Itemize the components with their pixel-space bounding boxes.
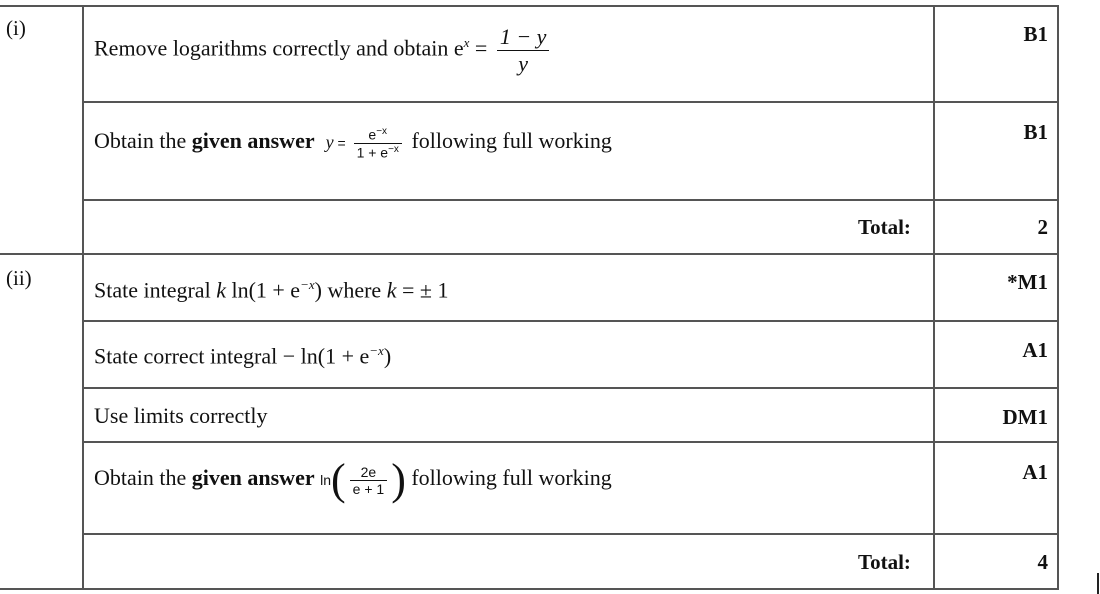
part-label: (i) — [6, 16, 26, 40]
math-fraction — [350, 464, 388, 497]
math-var: k — [216, 277, 226, 303]
criterion-row — [94, 455, 612, 504]
math-expr-end: ) — [383, 343, 392, 369]
mark-code: A1 — [1022, 460, 1048, 484]
criterion-row — [94, 403, 268, 429]
part-divider — [0, 253, 1058, 255]
math-fraction — [497, 24, 550, 77]
math-sup: x — [463, 35, 470, 51]
criterion-suffix: following full working — [411, 465, 612, 491]
criterion-row — [94, 343, 391, 369]
mark-code: A1 — [1022, 338, 1048, 362]
total-label: Total: — [858, 550, 911, 574]
table-border-right — [1057, 5, 1059, 590]
criterion-text: State integral — [94, 277, 217, 303]
math-sup: −x — [300, 277, 315, 292]
criterion-row — [94, 277, 448, 303]
table-border-top — [0, 5, 1058, 7]
criterion-text: Obtain the — [94, 465, 192, 491]
math-paren-open: ( — [331, 455, 346, 504]
criterion-suffix: following full working — [411, 128, 612, 154]
criterion-text: Remove logarithms correctly and obtain e — [94, 35, 464, 61]
mark-code: B1 — [1023, 120, 1048, 144]
math-expr-end: ) where — [314, 277, 387, 303]
text-cursor — [1097, 573, 1099, 594]
criterion-text: Obtain the — [94, 128, 192, 154]
frac-num: 2e — [350, 464, 388, 481]
frac-den: y — [518, 51, 528, 76]
math-var: y — [325, 132, 334, 153]
math-eq: = — [333, 135, 350, 152]
frac-den: 1 + e — [356, 144, 389, 161]
mark-code: *M1 — [1007, 270, 1048, 294]
criterion-text: Use limits correctly — [94, 403, 268, 428]
row-divider — [82, 441, 1058, 443]
criterion-bold: given answer — [191, 465, 315, 491]
col-divider-marks — [933, 5, 935, 590]
col-divider-left — [82, 5, 84, 590]
row-divider — [82, 387, 1058, 389]
frac-den: e + 1 — [352, 480, 385, 497]
total-value: 2 — [1037, 215, 1048, 239]
part-label: (ii) — [6, 266, 32, 290]
row-divider — [82, 320, 1058, 322]
math-fn: ln — [320, 472, 331, 489]
math-tail: = ± 1 — [396, 277, 449, 303]
math-paren-close: ) — [391, 455, 406, 504]
row-divider — [82, 533, 1058, 535]
math-expr: − ln(1 + e — [282, 343, 370, 369]
row-divider — [82, 101, 1058, 103]
mark-code: DM1 — [1002, 405, 1048, 429]
criterion-row — [94, 24, 553, 77]
criterion-bold: given answer — [191, 128, 315, 154]
criterion-row — [94, 126, 612, 160]
frac-num: 1 − y — [497, 24, 550, 51]
total-label: Total: — [858, 215, 911, 239]
math-sup: −x — [369, 343, 384, 358]
math-eq: = — [469, 35, 493, 61]
math-var: k — [386, 277, 397, 303]
mark-code: B1 — [1023, 22, 1048, 46]
criterion-text: State correct integral — [94, 343, 283, 369]
frac-num: e — [368, 126, 377, 143]
frac-num-sup: −x — [376, 126, 388, 137]
total-value: 4 — [1037, 550, 1048, 574]
math-expr: ln(1 + e — [225, 277, 301, 303]
math-fraction — [354, 126, 402, 160]
row-divider — [82, 199, 1058, 201]
frac-den-sup: −x — [388, 143, 399, 155]
table-border-bottom — [0, 588, 1058, 590]
